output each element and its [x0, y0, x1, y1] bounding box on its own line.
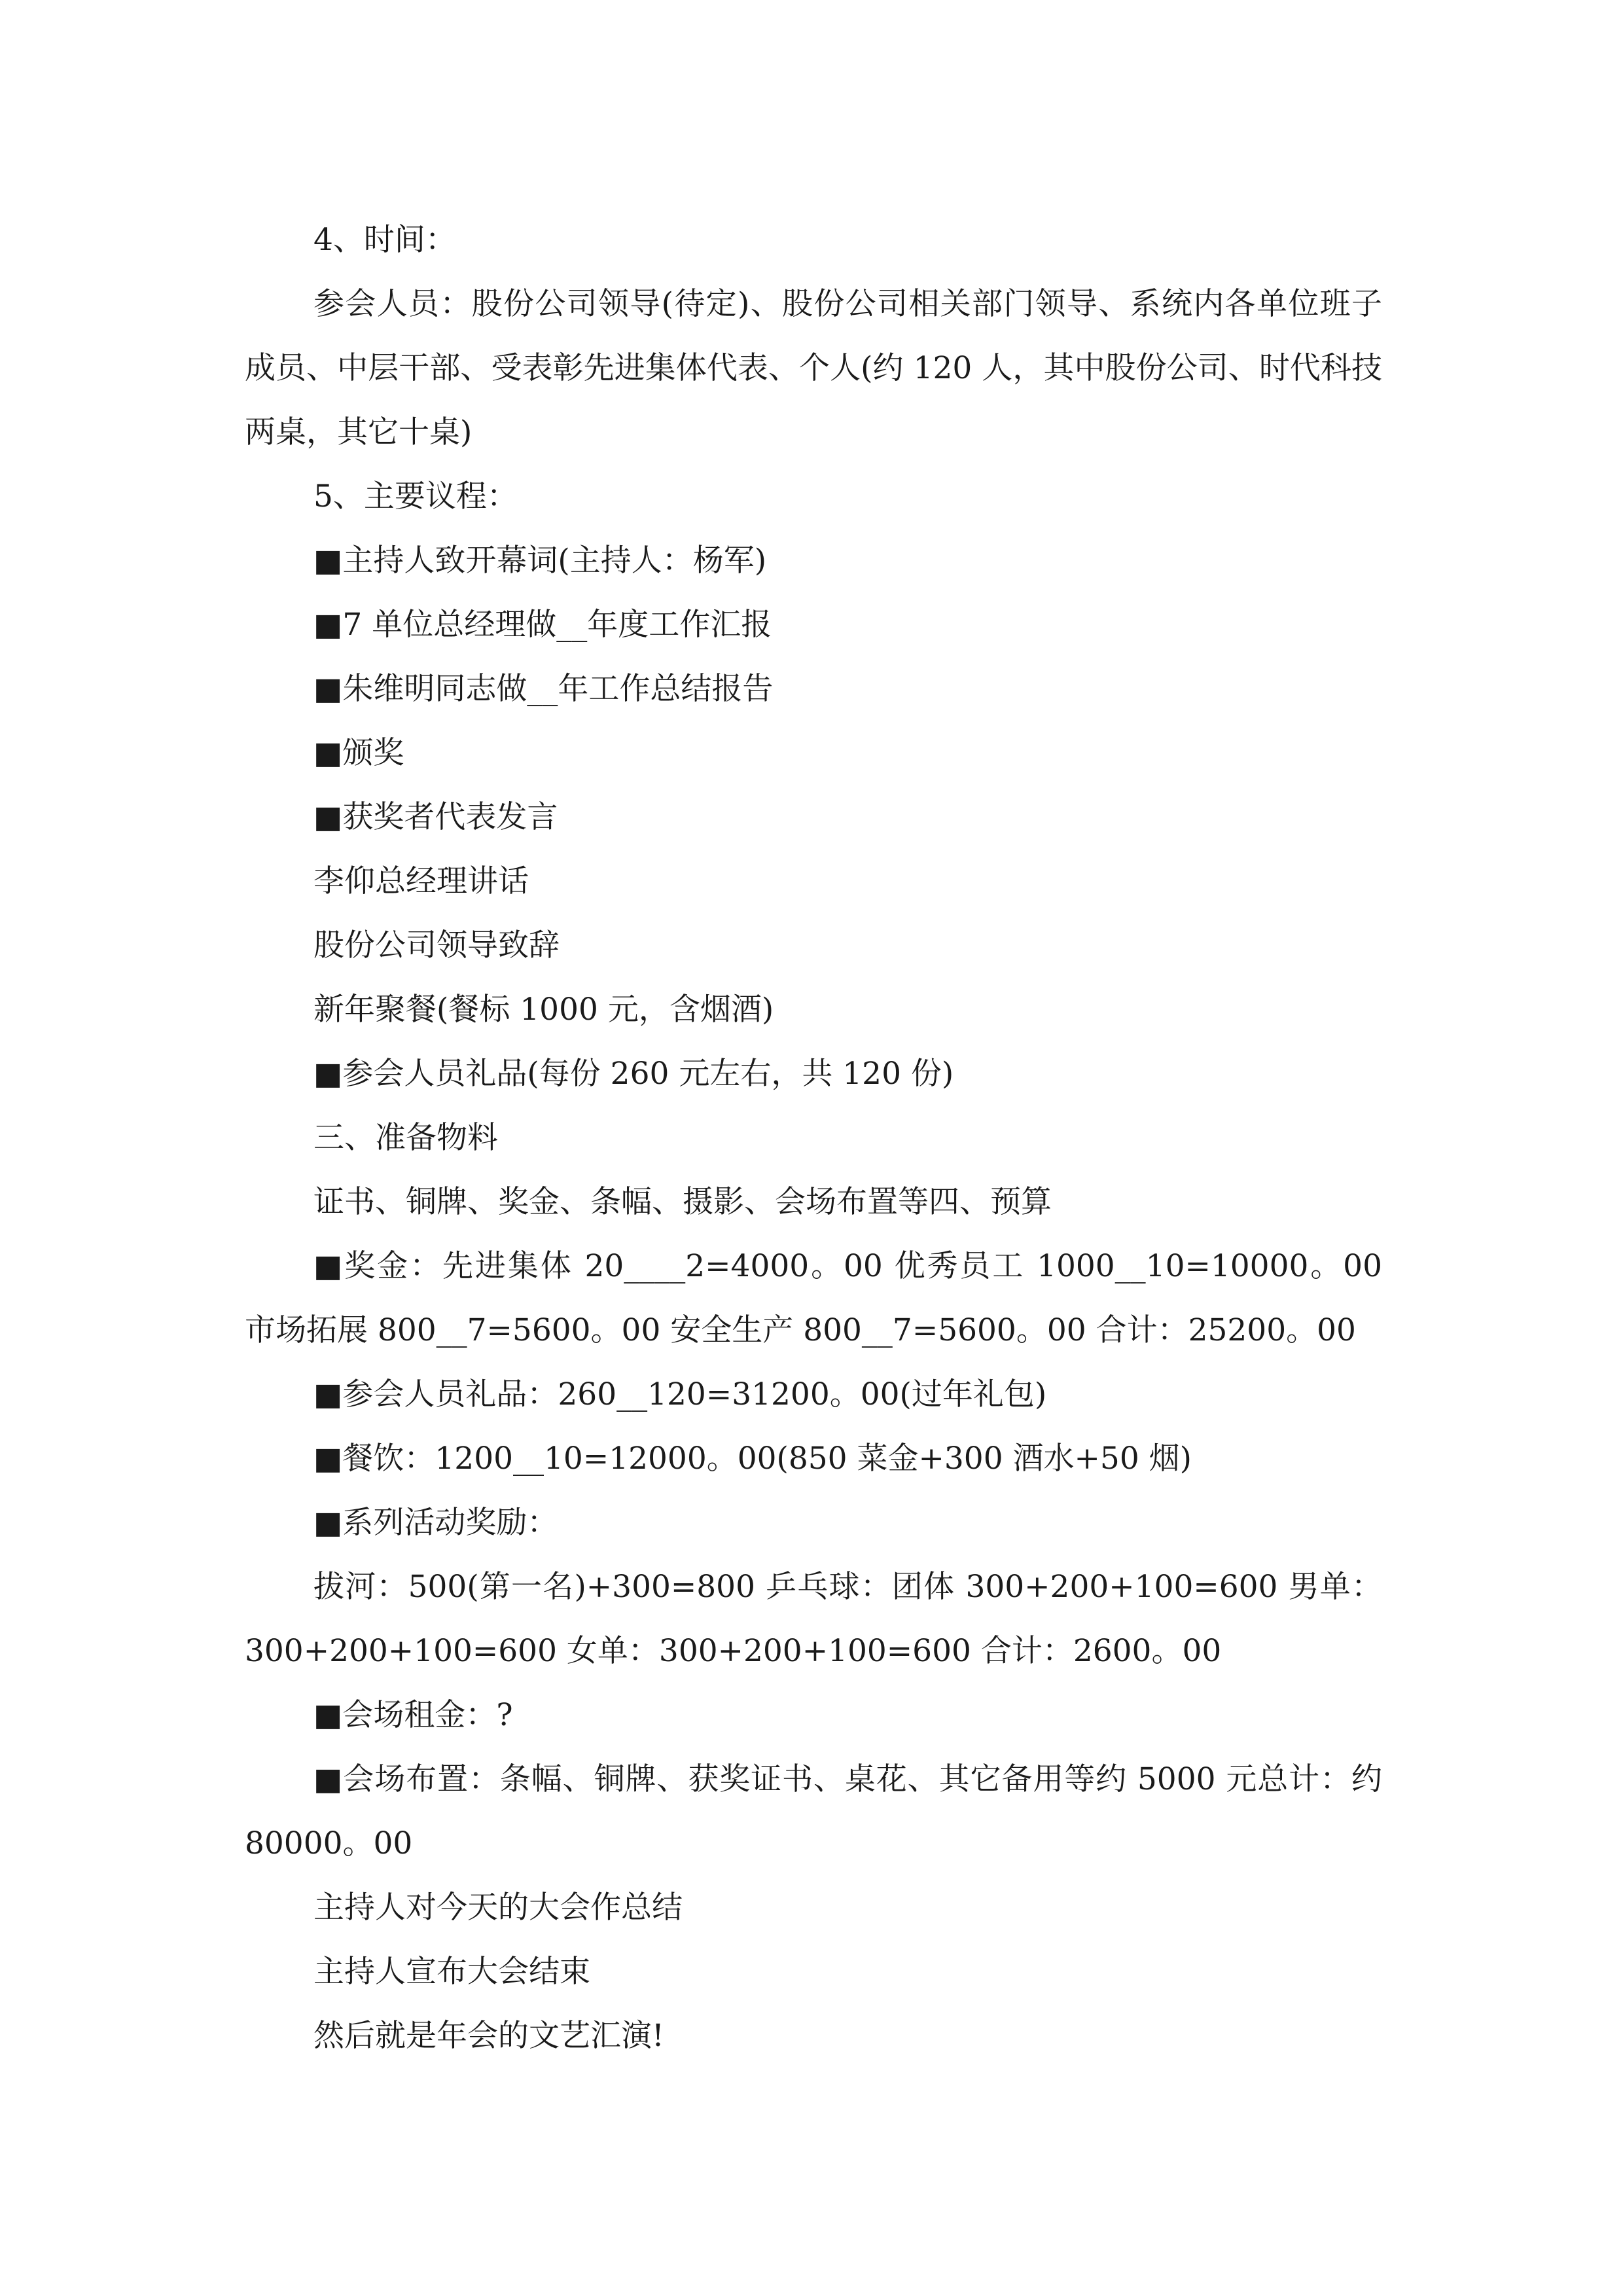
budget-item-venue-rent: ■会场租金：?: [313, 1697, 513, 1733]
agenda-item-gifts: ■参会人员礼品(每份 260 元左右，共 120 份): [313, 1056, 954, 1092]
agenda-item-leader-address: 股份公司领导致辞: [313, 927, 560, 963]
document-body: [245, 208, 1382, 2068]
agenda-item-manager-speech: 李仰总经理讲话: [313, 863, 529, 899]
paragraph-attendees: 参会人员：股份公司领导(待定)、股份公司相关部门领导、系统内各单位班子成员、中层干部、受表彰先进集体代表、个人(约 120 人，其中股份公司、时代科技两桌，其它十桌): [245, 286, 1382, 450]
budget-item-catering: ■餐饮：1200__10=12000。00(850 菜金+300 酒水+50 烟): [313, 1441, 1192, 1477]
agenda-item-opening: ■主持人致开幕词(主持人：杨军): [313, 543, 767, 579]
paragraph-materials: 证书、铜牌、奖金、条幅、摄影、会场布置等四、预算: [313, 1184, 1052, 1220]
agenda-item-summary-report: ■朱维明同志做__年工作总结报告: [313, 671, 774, 707]
paragraph-agenda-heading: 5、主要议程：: [313, 478, 518, 514]
budget-item-venue-setup: ■会场布置：条幅、铜牌、获奖证书、桌花、其它备用等约 5000 元总计：约 80000。00: [245, 1761, 1382, 1861]
budget-item-activities-heading: ■系列活动奖励：: [313, 1505, 558, 1541]
agenda-item-winner-speech: ■获奖者代表发言: [313, 799, 558, 835]
paragraph-performance: 然后就是年会的文艺汇演!: [313, 2018, 664, 2054]
paragraph-host-closing: 主持人宣布大会结束: [313, 1954, 590, 1990]
budget-item-bonus: ■奖金：先进集体 20____2=4000。00 优秀员工 1000__10=10000。00 市场拓展 800__7=5600。00 安全生产 800__7=5600。00 合计：25200。00: [245, 1248, 1382, 1348]
agenda-item-unit-reports: ■7 单位总经理做__年度工作汇报: [313, 607, 772, 643]
paragraph-time-heading: 4、时间：: [313, 222, 456, 258]
budget-item-gifts: ■参会人员礼品：260__120=31200。00(过年礼包): [313, 1376, 1047, 1412]
agenda-item-dinner: 新年聚餐(餐标 1000 元，含烟酒): [313, 992, 774, 1028]
budget-item-activities-detail: 拔河：500(第一名)+300=800 乒乓球：团体 300+200+100=600 男单：300+200+100=600 女单：300+200+100=600 合计：2600。00: [245, 1569, 1382, 1669]
paragraph-host-summary: 主持人对今天的大会作总结: [313, 1890, 683, 1926]
agenda-item-awards: ■颁奖: [313, 735, 404, 771]
section-heading-materials: 三、准备物料: [313, 1120, 498, 1156]
